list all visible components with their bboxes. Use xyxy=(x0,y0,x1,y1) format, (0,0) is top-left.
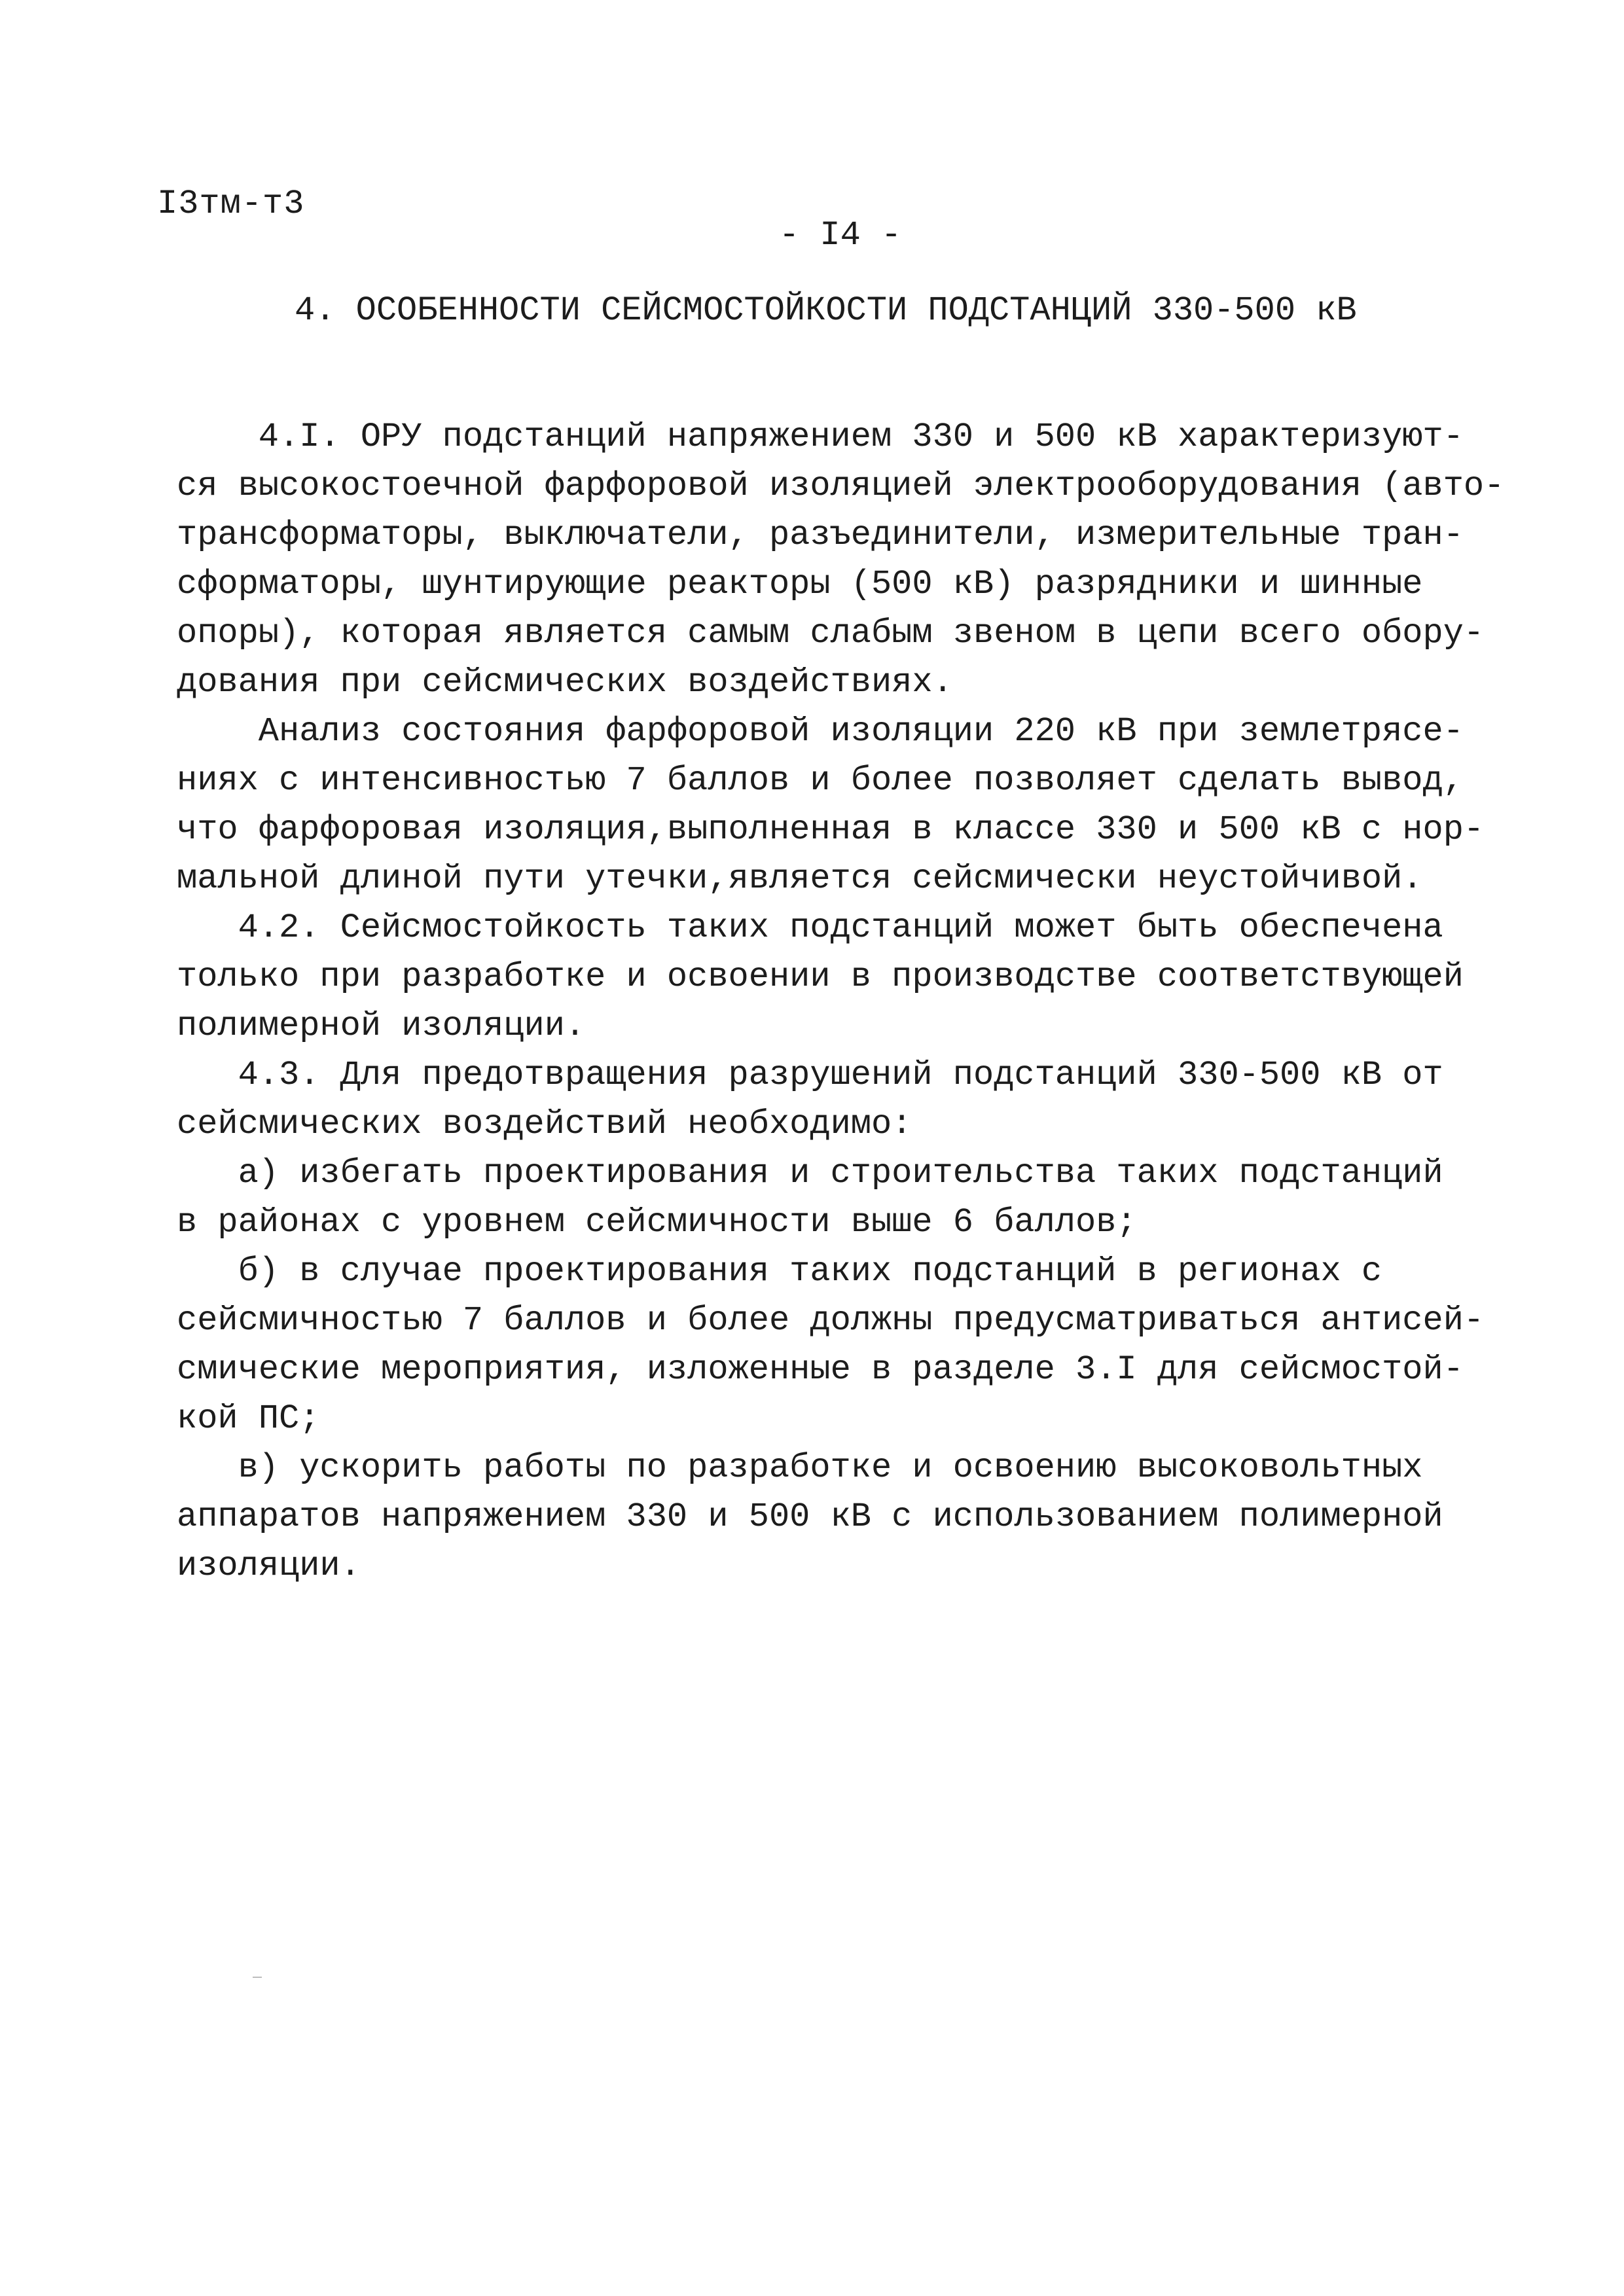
body-line: кой ПС; xyxy=(177,1399,320,1438)
body-line: сейсмических воздействий необходимо: xyxy=(177,1105,912,1143)
body-line: сформаторы, шунтирующие реакторы (500 кВ) разрядники и шинные xyxy=(177,565,1423,603)
body-line: что фарфоровая изоляция,выполненная в классе 330 и 500 кВ с нор- xyxy=(177,810,1485,849)
body-line: дования при сейсмических воздействиях. xyxy=(177,663,953,702)
body-line: ниях с интенсивностью 7 баллов и более позволяет сделать вывод, xyxy=(177,761,1464,800)
page-number: - I4 - xyxy=(779,216,902,255)
body-line: полимерной изоляции. xyxy=(177,1007,586,1045)
body-line: а) избегать проектирования и строительства таких подстанций xyxy=(238,1154,1443,1193)
body-line: сейсмичностью 7 баллов и более должны предусматриваться антисей- xyxy=(177,1301,1485,1340)
section-title: 4. ОСОБЕННОСТИ СЕЙСМОСТОЙКОСТИ ПОДСТАНЦИЙ 330-500 кВ xyxy=(295,291,1357,330)
body-text xyxy=(177,412,1505,1590)
body-line: 4.2. Сейсмостойкость таких подстанций может быть обеспечена xyxy=(238,908,1443,947)
body-line: в) ускорить работы по разработке и освоению высоковольтных xyxy=(238,1448,1423,1487)
body-line: смические мероприятия, изложенные в разделе 3.I для сейсмостой- xyxy=(177,1350,1464,1389)
body-line: Анализ состояния фарфоровой изоляции 220 кВ при землетрясе- xyxy=(258,712,1464,751)
body-line: только при разработке и освоении в производстве соответствующей xyxy=(177,958,1464,996)
body-line: ся высокостоечной фарфоровой изоляцией электрооборудования (авто- xyxy=(177,467,1505,505)
document-code: I3тм-т3 xyxy=(157,185,305,223)
body-line: трансформаторы, выключатели, разъединители, измерительные тран- xyxy=(177,516,1464,554)
body-line: аппаратов напряжением 330 и 500 кВ с использованием полимерной xyxy=(177,1498,1443,1536)
body-line: в районах с уровнем сейсмичности выше 6 баллов; xyxy=(177,1203,1137,1242)
body-line: опоры), которая является самым слабым звеном в цепи всего обору- xyxy=(177,614,1485,653)
body-line: б) в случае проектирования таких подстанций в регионах с xyxy=(238,1252,1382,1291)
body-line: мальной длиной пути утечки,является сейсмически неустойчивой. xyxy=(177,859,1423,898)
body-line: изоляции. xyxy=(177,1547,361,1585)
scan-speck xyxy=(253,1977,262,1978)
body-line: 4.I. ОРУ подстанций напряжением 330 и 500 кВ характеризуют- xyxy=(258,418,1464,456)
body-line: 4.3. Для предотвращения разрушений подстанций 330-500 кВ от xyxy=(238,1056,1443,1094)
